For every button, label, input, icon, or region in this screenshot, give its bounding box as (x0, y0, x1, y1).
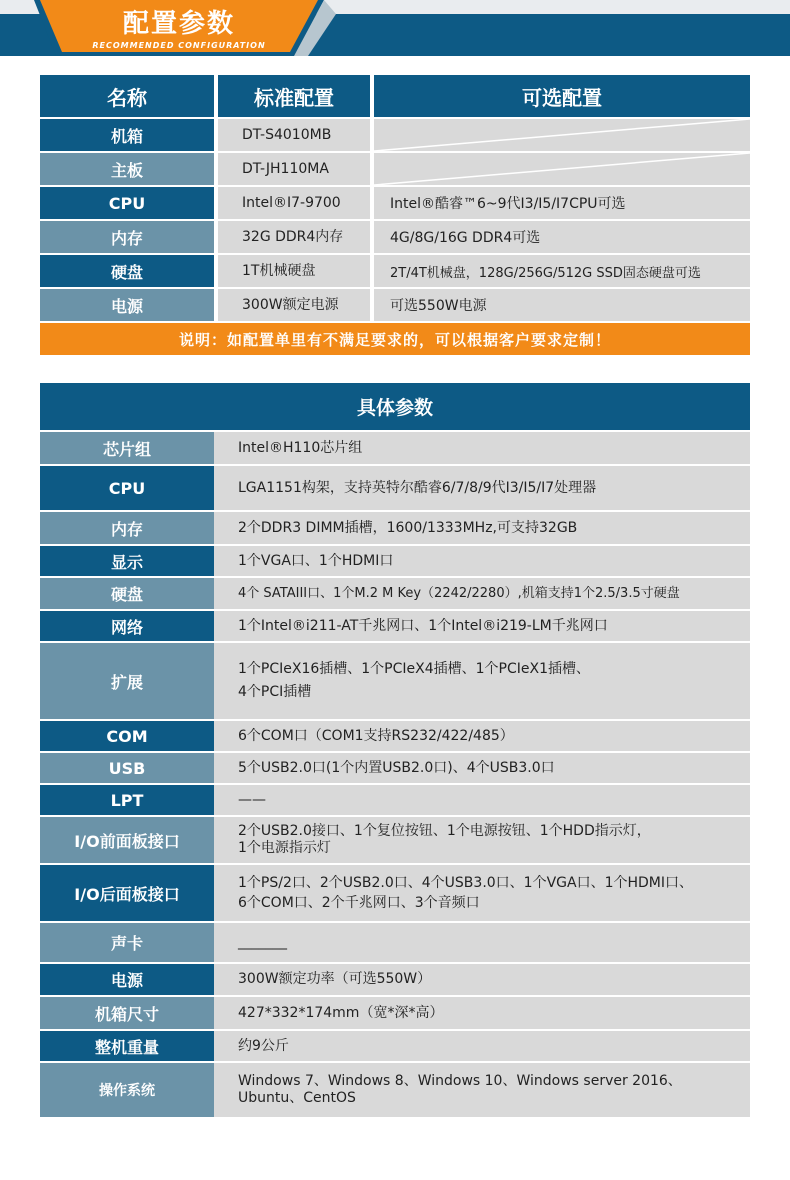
config-row-name: 机箱 (40, 119, 214, 151)
config-row-standard: 300W额定电源 (218, 289, 370, 321)
banner-tab (34, 0, 336, 56)
spec-row-name: 芯片组 (40, 432, 214, 464)
spec-row-name: USB (40, 753, 214, 783)
spec-row-value (214, 817, 750, 863)
page-title: 配置参数 (122, 9, 235, 39)
spec-row-value: Intel®H110芯片组 (214, 432, 750, 464)
spec-row (40, 817, 750, 863)
spec-row-name: 机箱尺寸 (40, 997, 214, 1029)
spec-row-name: 声卡 (40, 923, 214, 962)
spec-row-value: 300W额定功率（可选550W） (214, 964, 750, 995)
spec-row-name: 内存 (40, 512, 214, 544)
spec-row-value: 1个VGA口、1个HDMI口 (214, 546, 750, 576)
config-row (40, 153, 750, 185)
spec-value-line: 2个USB2.0接口、1个复位按钮、1个电源按钮、1个HDD指示灯， (238, 823, 651, 839)
config-row-optional (374, 119, 750, 151)
config-row-standard: Intel®I7-9700 (218, 187, 370, 219)
spec-row (40, 466, 750, 510)
header-standard: 标准配置 (218, 75, 370, 117)
spec-row (40, 1031, 750, 1061)
config-row-optional: 2T/4T机械盘，128G/256G/512G SSD固态硬盘可选 (374, 255, 750, 287)
page-subtitle: RECOMMENDED CONFIGURATION (92, 41, 266, 50)
spec-row-value: 2个DDR3 DIMM插槽，1600/1333MHz,可支持32GB (214, 512, 750, 544)
spec-row (40, 432, 750, 464)
spec-row (40, 643, 750, 719)
spec-row (40, 997, 750, 1029)
config-table-header (40, 75, 750, 117)
spec-row-value (214, 865, 750, 921)
config-row-standard: DT-JH110MA (218, 153, 370, 185)
empty-slash (374, 119, 750, 151)
spec-value-line: 6个COM口、2个千兆网口、3个音频口 (238, 894, 480, 911)
spec-row (40, 923, 750, 962)
config-row (40, 187, 750, 219)
spec-row (40, 546, 750, 576)
spec-row (40, 721, 750, 751)
config-table (40, 75, 750, 355)
config-row-name: 电源 (40, 289, 214, 321)
config-row (40, 119, 750, 151)
config-row-name: CPU (40, 187, 214, 219)
spec-row-value: 6个COM口（COM1支持RS232/422/485） (214, 721, 750, 751)
spec-row-name: 电源 (40, 964, 214, 995)
config-row-standard: 32G DDR4内存 (218, 221, 370, 253)
spec-row-value (214, 643, 750, 719)
spec-row (40, 865, 750, 921)
spec-row-value (214, 1063, 750, 1117)
config-row-optional: Intel®酷睿™6~9代I3/I5/I7CPU可选 (374, 187, 750, 219)
config-row-name: 内存 (40, 221, 214, 253)
spec-row-name: 操作系统 (40, 1063, 214, 1117)
spec-value-line: 4个PCI插槽 (238, 684, 312, 700)
spec-row-name: 显示 (40, 546, 214, 576)
header-name: 名称 (40, 75, 214, 117)
spec-row-name: 整机重量 (40, 1031, 214, 1061)
spec-row (40, 611, 750, 641)
spec-row-value: 5个USB2.0口(1个内置USB2.0口)、4个USB3.0口 (214, 753, 750, 783)
spec-row (40, 964, 750, 995)
header-optional: 可选配置 (374, 75, 750, 117)
spec-row-name: CPU (40, 466, 214, 510)
spec-row-name: 扩展 (40, 643, 214, 719)
spec-row-value: 4个 SATAIII口、1个M.2 M Key（2242/2280）,机箱支持1个2.5/3.5寸硬盘 (214, 578, 750, 609)
config-row-name: 硬盘 (40, 255, 214, 287)
spec-value-line: Windows 7、Windows 8、Windows 10、Windows server 2016、 (238, 1073, 682, 1089)
spec-row-name: COM (40, 721, 214, 751)
spec-row-name: I/O后面板接口 (40, 865, 214, 921)
spec-row (40, 753, 750, 783)
config-row (40, 289, 750, 321)
config-row (40, 255, 750, 287)
config-row-optional: 4G/8G/16G DDR4可选 (374, 221, 750, 253)
spec-value-line: 1个PCIeX16插槽、1个PCIeX4插槽、1个PCIeX1插槽、 (238, 661, 591, 677)
spec-row-value: 1个Intel®i211-AT千兆网口、1个Intel®i219-LM千兆网口 (214, 611, 750, 641)
spec-value-line: 1个电源指示灯 (238, 840, 331, 856)
spec-row (40, 512, 750, 544)
spec-row-name: 硬盘 (40, 578, 214, 609)
config-row-optional: 可选550W电源 (374, 289, 750, 321)
spec-row-name: I/O前面板接口 (40, 817, 214, 863)
spec-table (40, 383, 750, 1117)
spec-table-title: 具体参数 (40, 383, 750, 430)
config-row-standard: 1T机械硬盘 (218, 255, 370, 287)
config-row (40, 221, 750, 253)
config-row-standard: DT-S4010MB (218, 119, 370, 151)
spec-row (40, 1063, 750, 1117)
spec-value-line: 1个PS/2口、2个USB2.0口、4个USB3.0口、1个VGA口、1个HDMI口、 (238, 874, 694, 891)
config-row-optional (374, 153, 750, 185)
spec-row-value: —— (214, 785, 750, 815)
spec-row (40, 578, 750, 609)
empty-slash (374, 153, 750, 185)
spec-row-value: 427*332*174mm（宽*深*高） (214, 997, 750, 1029)
config-note: 说明：如配置单里有不满足要求的，可以根据客户要求定制！ (40, 323, 750, 355)
spec-row-name: LPT (40, 785, 214, 815)
spec-row-name: 网络 (40, 611, 214, 641)
config-row-name: 主板 (40, 153, 214, 185)
spec-value-line: Ubuntu、CentOS (238, 1090, 356, 1106)
spec-row-value: LGA1151构架，支持英特尔酷睿6/7/8/9代I3/I5/I7处理器 (214, 466, 750, 510)
spec-row-value: 约9公斤 (214, 1031, 750, 1061)
spec-row-value: _______ (214, 923, 750, 962)
spec-row (40, 785, 750, 815)
